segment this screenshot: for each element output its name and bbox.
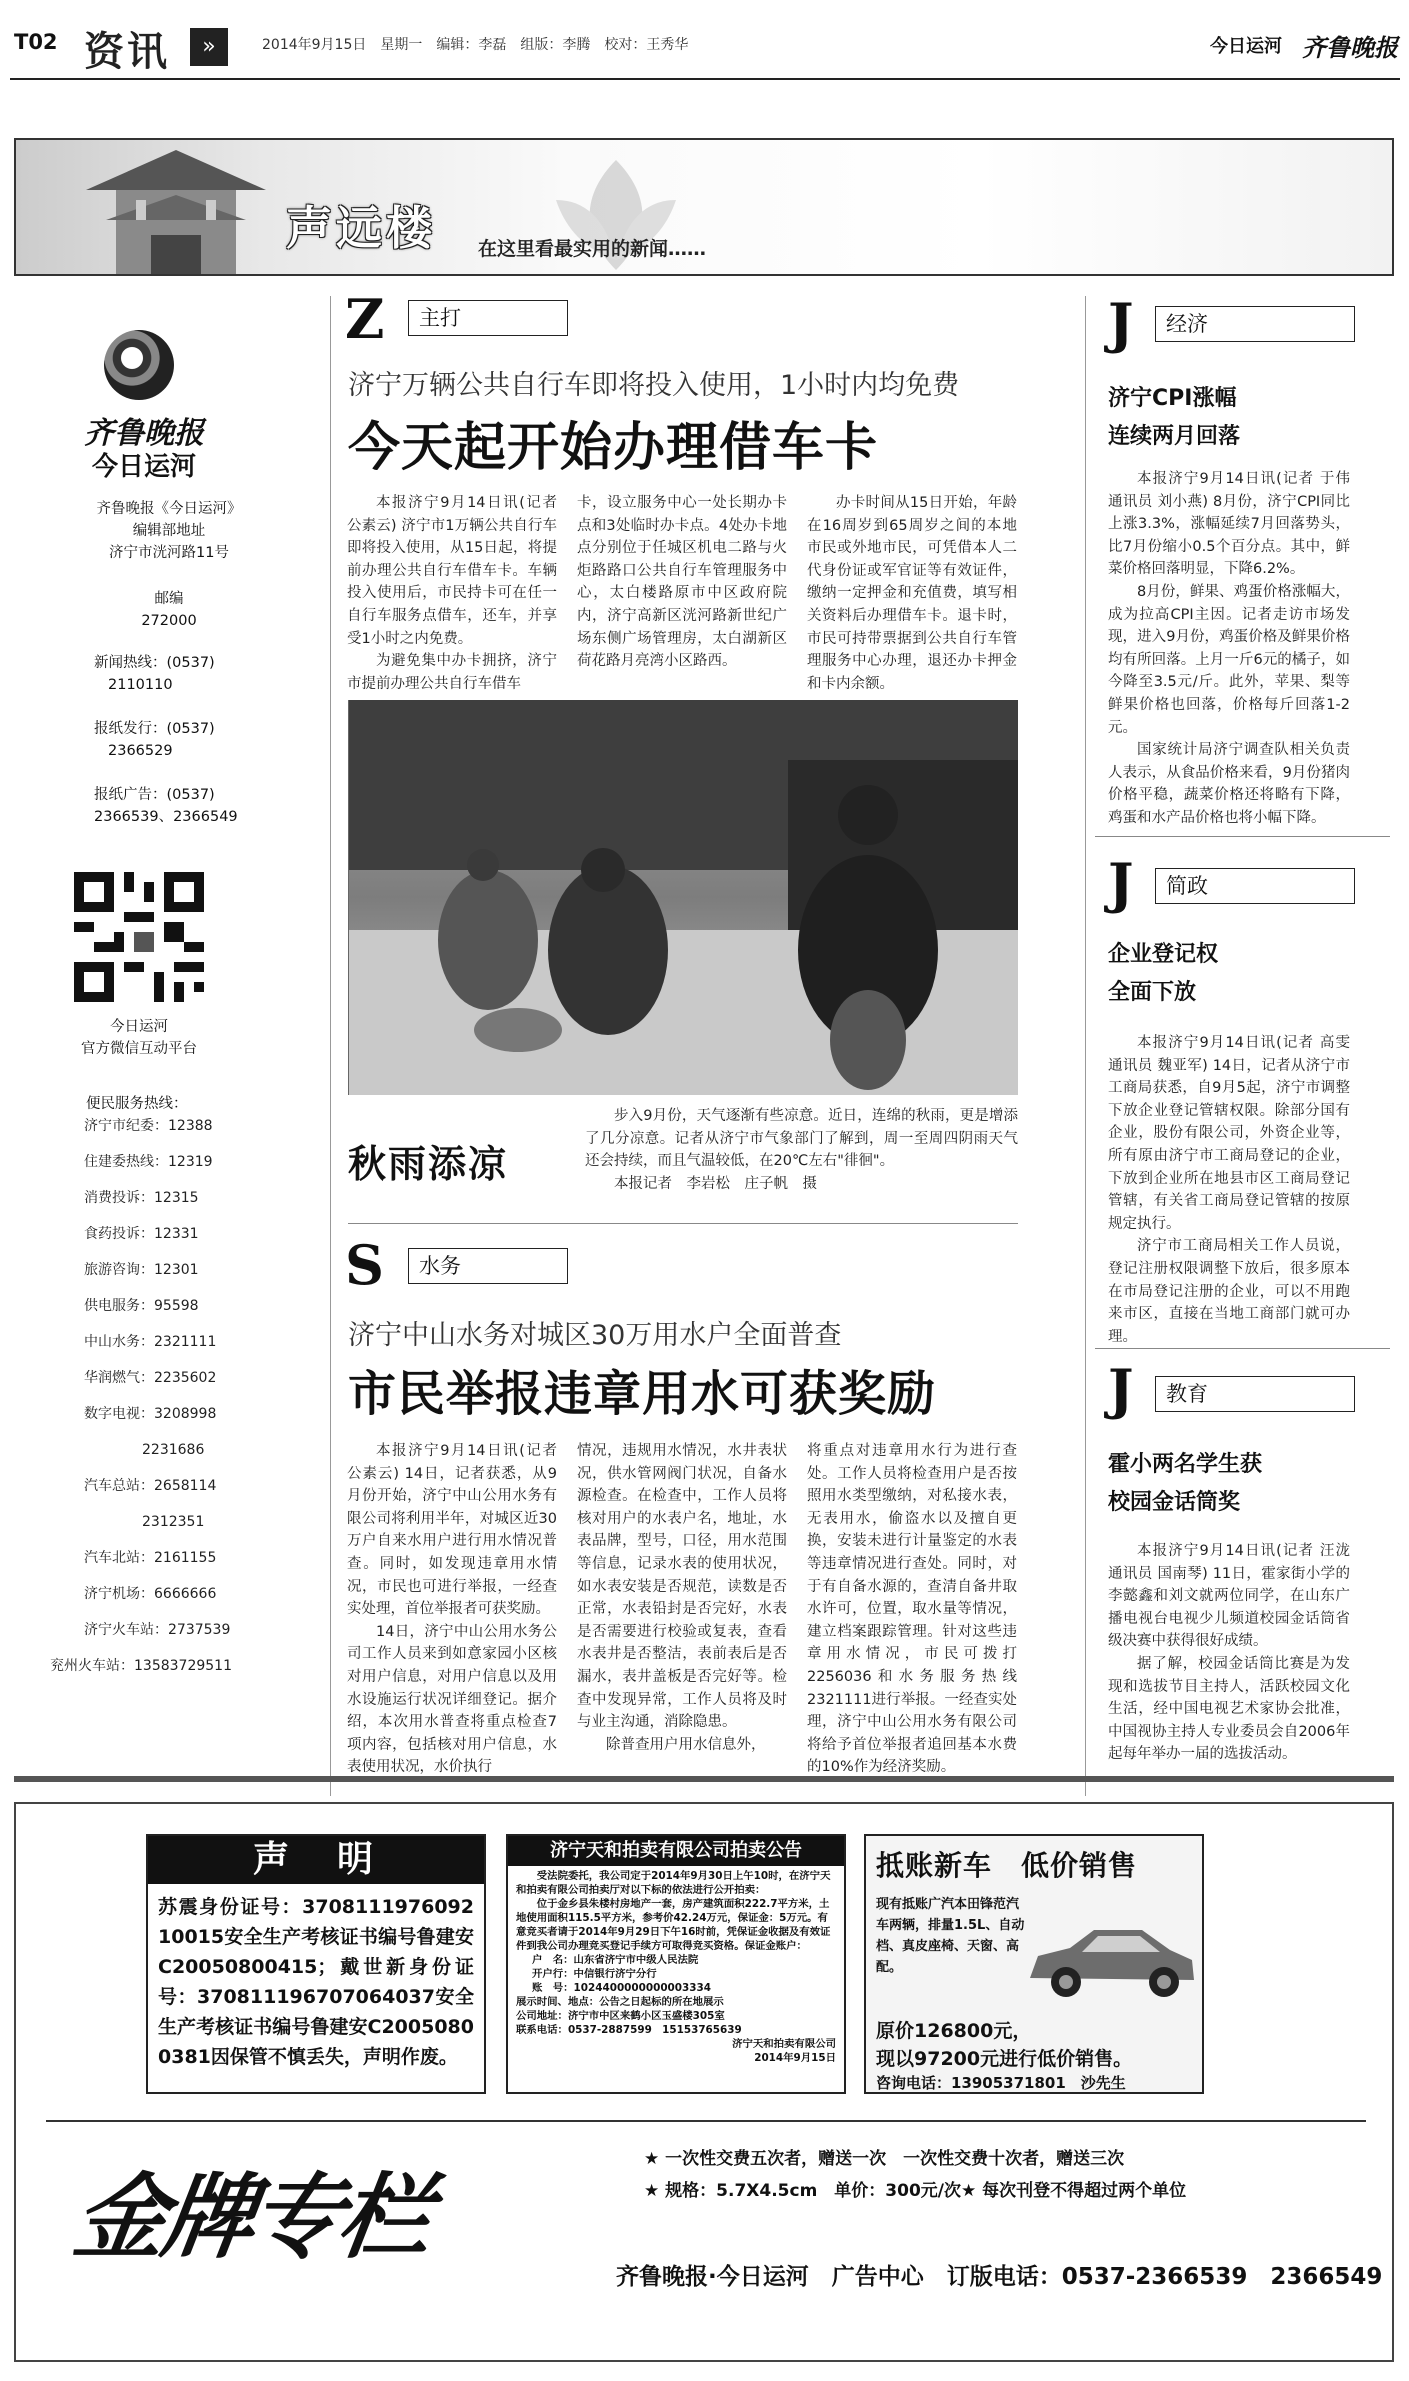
masthead-brand-logo: 齐鲁晚报 xyxy=(1302,33,1398,62)
hotline-item: 济宁机场：6666666 xyxy=(84,1586,217,1602)
newspaper-logo-icon xyxy=(104,330,174,400)
kicker-label: 经济 xyxy=(1155,306,1355,342)
kicker-label: 简政 xyxy=(1155,868,1355,904)
logo-text-bottom: 今日运河 xyxy=(91,452,196,482)
hotline-item: 数字电视：3208998 xyxy=(84,1406,217,1422)
ad-car-sale xyxy=(864,1834,1204,2094)
article-headline: 今天起开始办理借车卡 xyxy=(348,418,879,478)
section-arrow-icon: » xyxy=(190,28,228,66)
brief-headline: 霍小两名学生获 校园金话筒奖 xyxy=(1108,1452,1263,1515)
photo-caption: 步入9月份，天气逐渐有些凉意。近日，连绵的秋雨，更是增添了几分凉意。记者从济宁市气象部门了解到，周一至周四阴雨天气还会持续，而且气温较低，在20℃左右"徘徊"。 本报记者 李岩松 庄子帆 摄 xyxy=(585,1105,1018,1195)
ad-notice-title: 声 明 xyxy=(148,1836,484,1884)
hotline-item: 汽车总站：2658114 xyxy=(84,1478,217,1494)
hotline-title: 便民服务热线： xyxy=(86,1096,188,1112)
editorial-address xyxy=(14,498,324,564)
gold-column-spec: ★ 规格：5.7X4.5cm 单价：300元/次★ 每次刊登不得超过两个单位 xyxy=(644,2181,1187,2201)
brief-body: 本报济宁9月14日讯(记者 于伟 通讯员 刘小燕) 8月份，济宁CPI同比上涨3.3%，涨幅延续7月回落势头，比7月份缩小0.5个百分点。其中，鲜菜价格回落明显，下降6.2%。 8月份，鲜果、鸡蛋价格涨幅大，成为拉高CPI主因。记者走访市场发现，进入9月份，鸡蛋价格及鲜果价格均有所回落。上月一斤6元的橘子，如今降至3.5元/斤。此外，苹果、梨等鲜果价格也回落，价格每斤回落1-2元。 国家统计局济宁调查队相关负责人表示，从食品价格来看，9月份猪肉价格平稳，蔬菜价格还将略有下降，鸡蛋和水产品价格也将小幅下降。 xyxy=(1108,471,1350,826)
car-photo-icon xyxy=(1022,1908,1200,2008)
article-column: 办卡时间从15日开始，年龄在16周岁到65周岁之间的本地市民或外地市民，可凭借本人二代身份证或军官证等有效证件，缴纳一定押金和充值费，填写相关资料后办理借车卡。退卡时，市民可持带票据到公共自行车管理服务中心办理，退还办卡押金和卡内余额。 xyxy=(807,495,1017,692)
ad-car-contact: 咨询电话：13905371801 沙先生 xyxy=(876,2074,1126,2092)
address-line: 济宁市洸河路11号 xyxy=(109,545,229,561)
ad-auction-title: 济宁天和拍卖有限公司拍卖公告 xyxy=(508,1836,844,1866)
ad-notice-text: 苏震身份证号：370811197609210015安全生产考核证书编号鲁建安C20050800415；戴世新身份证号：370811196707064037安全生产考核证书编号鲁建安C20050800381因保管不慎丢失，声明作废。 xyxy=(158,1896,474,2068)
contact-list xyxy=(94,652,324,828)
ad-section xyxy=(14,1802,1394,2362)
contact-delivery: 报纸发行：(0537) 2366529 xyxy=(94,721,215,759)
ad-car-sale-price: 现以97200元进行低价销售。 xyxy=(876,2048,1133,2070)
kicker-letter: S xyxy=(345,1233,384,1297)
logo-text-top: 齐鲁晚报 xyxy=(84,416,204,451)
ad-car-original-price: 原价126800元， xyxy=(876,2020,1032,2042)
postcode xyxy=(14,588,324,632)
brief-body: 本报济宁9月14日讯(记者 汪泷 通讯员 国南琴) 11日，霍家街小学的李懿鑫和刘文就两位同学，在山东广播电视台电视少儿频道校园金话筒省级决赛中获得很好成绩。 据了解，校园金话筒比赛是为发现和选拔节目主持人，活跃校园文化生活，经中国电视艺术家协会批准，中国视协主持人专业委员会自2006年起每年举办一届的选拔活动。 xyxy=(1108,1543,1350,1763)
hotline-item: 食药投诉：12331 xyxy=(84,1226,199,1242)
masthead-meta: 2014年9月15日 星期一 编辑：李磊 组版：李腾 校对：王秀华 xyxy=(262,37,689,53)
address-line: 编辑部地址 xyxy=(132,523,206,539)
article-subhead: 济宁万辆公共自行车即将投入使用，1小时内均免费 xyxy=(348,370,960,401)
left-sidebar xyxy=(14,300,324,1800)
hotline-item: 济宁市纪委：12388 xyxy=(84,1118,213,1134)
brief-headline: 企业登记权 全面下放 xyxy=(1108,942,1219,1005)
article-column: 卡，设立服务中心一处长期办卡点和3处临时办卡点。4处办卡地点分别位于任城区机电二路与火炬路路口公共自行车管理服务中心，太白楼路原市中区政府院内，济宁高新区洸河路新世纪广场东侧广场管理房，太白湖新区荷花路月亮湾小区路西。 xyxy=(577,495,787,670)
hotline-item: 2231686 xyxy=(142,1442,205,1458)
banner-subtitle: 在这里看最实用的新闻…… xyxy=(478,238,707,260)
article-headline: 市民举报违章用水可获奖励 xyxy=(348,1366,937,1422)
kicker-label: 水务 xyxy=(408,1248,568,1284)
qr-caption: 今日运河 官方微信互动平台 xyxy=(81,1019,197,1057)
kicker-letter: Z xyxy=(345,287,385,351)
hotline-item: 华润燃气：2235602 xyxy=(84,1370,217,1386)
qr-code-icon[interactable] xyxy=(74,872,204,1002)
hotline-item: 供电服务：95598 xyxy=(84,1298,199,1314)
article-subhead: 济宁中山水务对城区30万用水户全面普查 xyxy=(348,1320,842,1351)
banner-title: 声远楼 xyxy=(286,201,436,255)
postcode-value: 272000 xyxy=(141,613,197,629)
photo-scooters-in-rain xyxy=(348,700,1018,1095)
ad-notice xyxy=(146,1834,486,2094)
kicker-letter: J xyxy=(1108,291,1134,355)
photo-credit: 本报记者 李岩松 庄子帆 摄 xyxy=(614,1175,817,1192)
tower-illustration-icon xyxy=(56,140,296,276)
ad-auction-body: 受法院委托，我公司定于2014年9月30日上午10时，在济宁天和拍卖有限公司拍卖厅对以下标的依法进行公开拍卖： 位于金乡县朱楼村房地产一套，房产建筑面积222.7平方米，土地使用面积115.5平方米，参考价42.24万元，保证金：5万元。有意竞买者请于2014年9月29日下午16时前，凭保证金收据及有效证件到我公司办理竞买登记手续方可取得竞买资格。保证金账户： 户 名：山东省济宁市中级人民法院 开户行：中信银行济宁分行 账 号：1024400000000003334 展示时间、地点：公告之日起标的所在地展示 公司地址：济宁市中区来鹤小区玉盛楼305室 联系电话：0537-2887599 15153765639 济宁天和拍卖有限公司 2014年9月15日 xyxy=(516,1870,836,2064)
masthead-edition: 今日运河 xyxy=(1210,36,1282,57)
section-title: 资讯 xyxy=(84,29,170,75)
brief-headline: 济宁CPI涨幅 连续两月回落 xyxy=(1108,386,1241,449)
address-line: 齐鲁晚报《今日运河》 xyxy=(96,501,242,517)
ad-car-desc: 现有抵账广汽本田锋范汽车两辆，排量1.5L、自动档、真皮座椅、天窗、高配。 xyxy=(876,1897,1025,1975)
hotline-list xyxy=(14,1108,324,1684)
hotline-item: 济宁火车站：2737539 xyxy=(84,1622,231,1638)
contact-ads: 报纸广告：(0537) 2366539、2366549 xyxy=(94,787,238,825)
hotline-item: 中山水务：2321111 xyxy=(84,1334,217,1350)
article-column: 本报济宁9月14日讯(记者 公素云) 14日，记者获悉，从9月份开始，济宁中山公用水务有限公司将利用半年，对城区近30万户自来水用户进行用水情况普查。同时，如发现违章用水情况，市民也可进行举报，一经查实处理，首位举报者可获奖励。 14日，济宁中山公用水务公司工作人员来到如意家园小区核对用户信息，对用户信息以及用水设施运行状况详细登记。据介绍，本次用水普查将重点检查7项内容，包括核对用户信息，水表使用状况，水价执行 xyxy=(347,1443,557,1776)
hotline-item: 消费投诉：12315 xyxy=(84,1190,199,1206)
contact-news: 新闻热线：(0537) 2110110 xyxy=(94,655,215,693)
kicker-letter: J xyxy=(1108,851,1134,915)
postcode-label: 邮编 xyxy=(154,591,184,607)
gold-column-title: 金牌专栏 xyxy=(67,2163,435,2271)
brief-body: 本报济宁9月14日讯(记者 高雯 通讯员 魏亚军) 14日，记者从济宁市工商局获悉，自9月5起，济宁市调整下放企业登记管辖权限。除部分国有企业，股份有限公司，外资企业等，所有原由济宁市工商局登记的企业，下放到企业所在地县市区工商局登记管辖，有关省工商局登记管辖的按原规定执行。 济宁市工商局相关工作人员说，登记注册权限调整下放后，很多原本在市局登记注册的企业，可以不用跑来市区，直接在当地工商部门就可办理。 xyxy=(1108,1035,1350,1345)
hotline-item: 旅游咨询：12301 xyxy=(84,1262,199,1278)
article-column: 本报济宁9月14日讯(记者 公素云) 济宁市1万辆公共自行车即将投入使用，从15日起，将提前办理公共自行车借车卡。车辆投入使用后，市民持卡可在任一自行车服务点借车，还车，并享受1小时之内免费。 为避免集中办卡拥挤，济宁市提前办理公共自行车借车 xyxy=(347,495,557,692)
gold-column-offer: ★ 一次性交费五次者，赠送一次 一次性交费十次者，赠送三次 xyxy=(644,2149,1125,2169)
banner xyxy=(14,138,1394,276)
kicker-label: 主打 xyxy=(408,300,568,336)
ad-car-title: 抵账新车 低价销售 xyxy=(876,1849,1138,1882)
hotline-item: 汽车北站：2161155 xyxy=(84,1550,217,1566)
kicker-label: 教育 xyxy=(1155,1376,1355,1412)
hotline-item: 2312351 xyxy=(142,1514,205,1530)
kicker-letter: J xyxy=(1108,1357,1134,1421)
hotline-item: 住建委热线：12319 xyxy=(84,1154,213,1170)
ad-auction xyxy=(506,1834,846,2094)
page-number: T02 xyxy=(14,30,58,54)
hotline-item: 兖州火车站：13583729511 xyxy=(50,1658,232,1674)
gold-column-footer: 齐鲁晚报·今日运河 广告中心 订版电话：0537-2366539 2366549 xyxy=(616,2264,1383,2290)
article-column: 将重点对违章用水行为进行查处。工作人员将检查用户是否按照用水类型缴纳，对私接水表，无表用水，偷盗水以及擅自更换，安装未进行计量鉴定的水表等违章情况进行查处。同时，对于有自备水源的，查清自备井取水许可，位置，取水量等情况，建立档案跟踪管理。针对这些违章用水情况，市民可拨打2256036和水务服务热线2321111进行举报。一经查实处理，济宁中山公用水务有限公司将给予首位举报者追回基本水费的10%作为经济奖励。 xyxy=(807,1443,1017,1776)
article-column: 情况，违规用水情况，水井表状况，供水管网阀门状况，自备水源检查。在检查中，工作人员将核对用户的水表户名，地址，水表品牌，型号，口径，用水范围等信息，记录水表的使用状况，如水表安装是否规范，读数是否正常，水表铅封是否完好，水表是否需要进行校验或复表，查看水表井是否整洁，表前表后是否漏水，表井盖板是否完好等。检查中发现异常，工作人员将及时与业主沟通，消除隐患。 除普查用户用水信息外， xyxy=(577,1443,787,1753)
photo-title: 秋雨添凉 xyxy=(348,1142,509,1186)
